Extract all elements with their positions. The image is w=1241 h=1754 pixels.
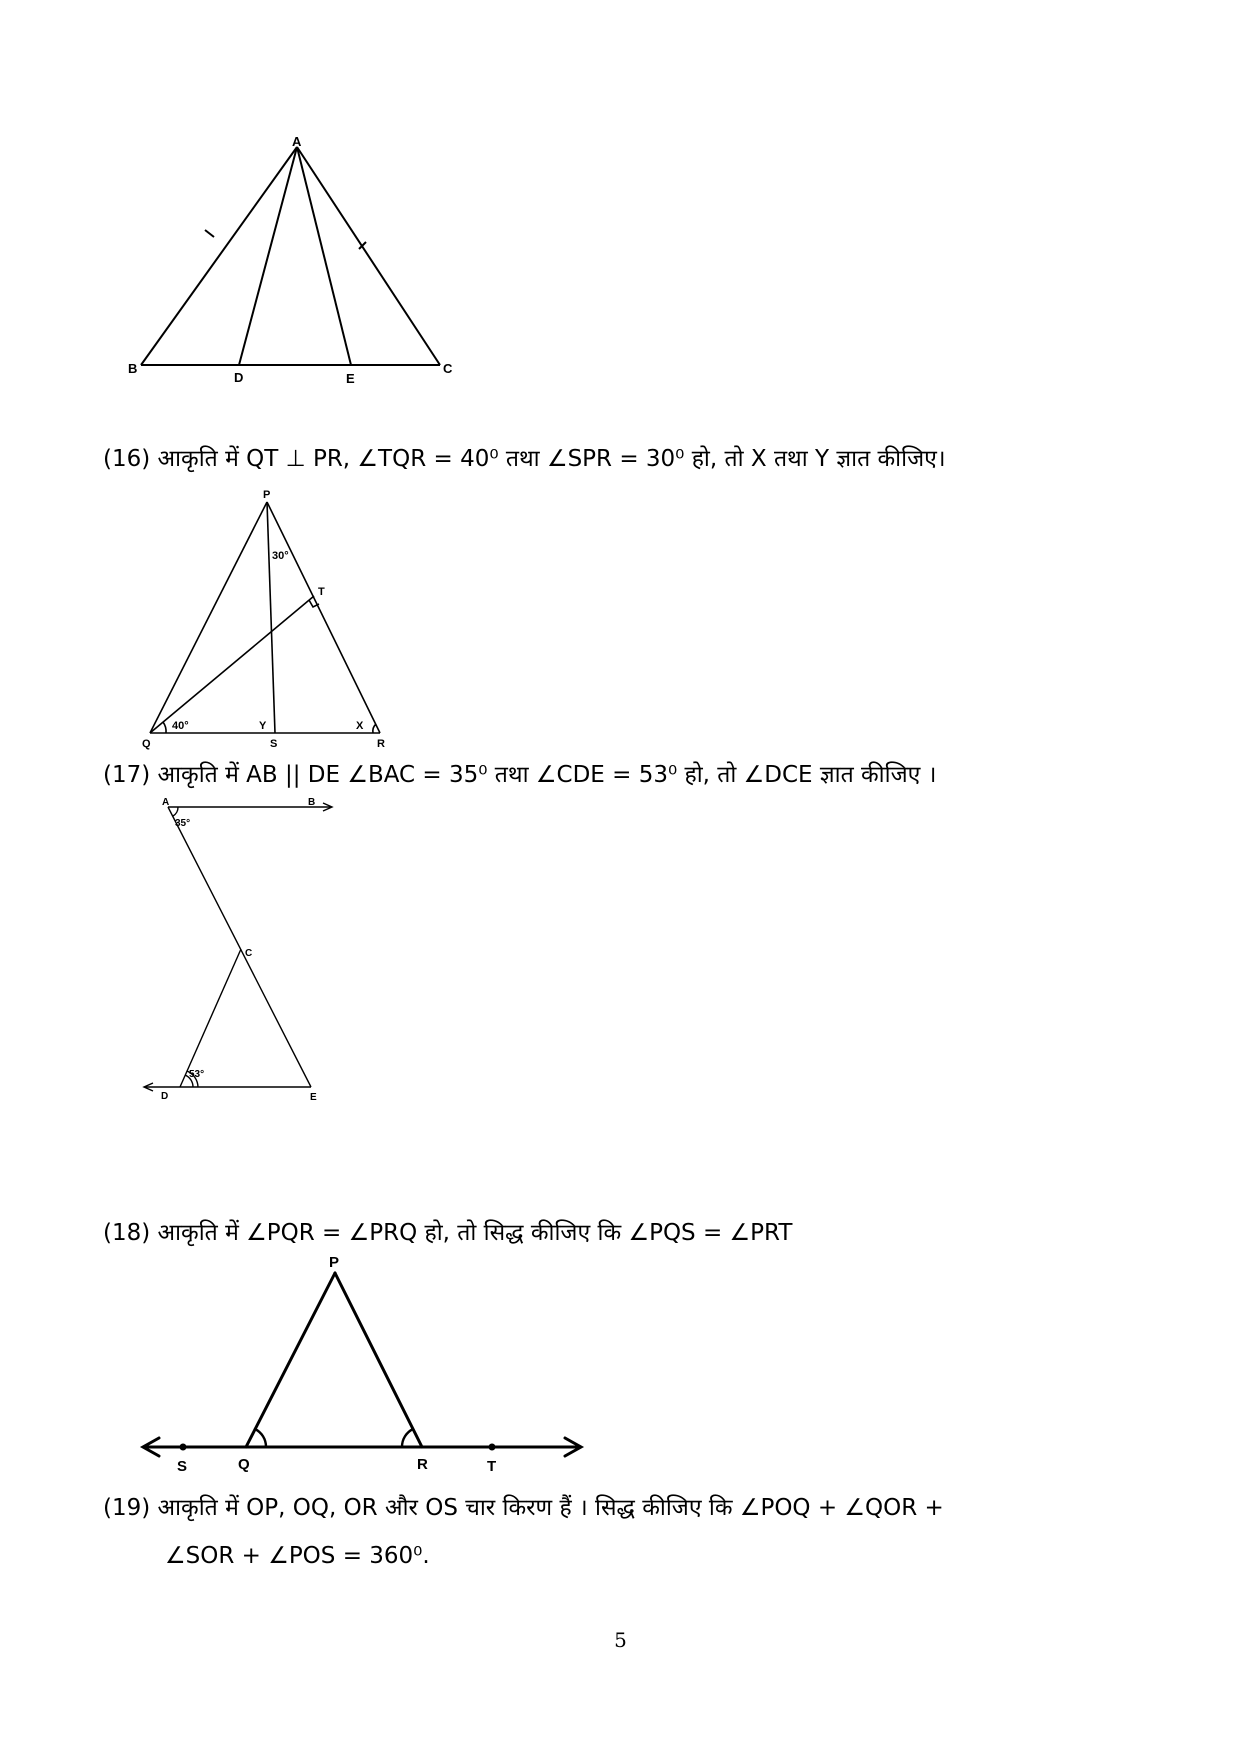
question-18 xyxy=(103,1218,792,1248)
question-number: (16) xyxy=(103,446,151,472)
line-ac xyxy=(297,147,440,365)
label-e: E xyxy=(346,371,355,386)
line-ae xyxy=(297,147,351,365)
question-number: (17) xyxy=(103,762,151,788)
line-pq xyxy=(150,502,267,733)
label-d: D xyxy=(234,370,244,385)
angle-arc-a xyxy=(173,807,178,816)
angle-label-53: 53° xyxy=(189,1069,205,1080)
label-q: Q xyxy=(238,1456,250,1473)
label-e: E xyxy=(310,1092,317,1103)
label-t: T xyxy=(487,1458,497,1475)
angle-arc-r xyxy=(402,1429,413,1447)
label-c: C xyxy=(245,948,253,959)
question-text-line-1: आकृति में OP, OQ, OR और OS चार किरण हैं । सिद्ध कीजिए कि ∠POQ + ∠QOR + xyxy=(157,1495,944,1521)
question-text-line-2: ∠SOR + ∠POS = 360⁰. xyxy=(165,1543,430,1569)
label-y: Y xyxy=(259,720,267,732)
label-p: P xyxy=(263,489,271,501)
line-ad xyxy=(239,147,297,365)
line-cd xyxy=(180,949,241,1087)
label-t: T xyxy=(318,586,325,598)
line-ab xyxy=(141,147,297,365)
question-number: (18) xyxy=(103,1220,151,1246)
angle-arc-q xyxy=(163,722,166,733)
figure-15-isosceles-triangle xyxy=(128,134,470,390)
angle-arc-q xyxy=(255,1429,266,1447)
line-qt xyxy=(150,596,314,733)
angle-label-35: 35° xyxy=(175,818,191,829)
question-19 xyxy=(103,1493,944,1523)
line-ae xyxy=(168,807,311,1087)
figure-17-parallel-lines xyxy=(135,795,355,1120)
question-16 xyxy=(103,444,946,474)
question-19-continuation xyxy=(165,1541,430,1571)
label-b: B xyxy=(128,361,138,376)
question-text: आकृति में QT ⊥ PR, ∠TQR = 40⁰ तथा ∠SPR = 30⁰ हो, तो X तथा Y ज्ञात कीजिए। xyxy=(157,446,946,472)
label-p: P xyxy=(329,1254,340,1271)
label-a: A xyxy=(292,134,302,149)
figure-16-triangle-pqr xyxy=(140,485,400,750)
angle-label-40: 40° xyxy=(172,720,189,732)
figure-18-triangle-on-line xyxy=(135,1255,595,1495)
label-r: R xyxy=(417,1456,428,1473)
page-number: 5 xyxy=(614,1628,627,1652)
point-t xyxy=(489,1444,496,1451)
line-pq xyxy=(246,1273,335,1447)
label-q: Q xyxy=(142,738,151,750)
label-r: R xyxy=(377,738,385,750)
line-pr xyxy=(267,502,380,733)
line-ps xyxy=(267,502,275,733)
label-d: D xyxy=(161,1091,169,1102)
tick-mark-ab xyxy=(205,230,214,237)
label-a: A xyxy=(162,797,170,808)
angle-label-30: 30° xyxy=(272,550,289,562)
label-b: B xyxy=(308,797,316,808)
label-c: C xyxy=(443,361,453,376)
point-s xyxy=(180,1444,187,1451)
line-pr xyxy=(335,1273,422,1447)
question-17 xyxy=(103,760,936,790)
question-text: आकृति में AB || DE ∠BAC = 35⁰ तथा ∠CDE = 53⁰ हो, तो ∠DCE ज्ञात कीजिए । xyxy=(157,762,937,788)
question-text: आकृति में ∠PQR = ∠PRQ हो, तो सिद्ध कीजिए कि ∠PQS = ∠PRT xyxy=(157,1220,793,1246)
label-s: S xyxy=(270,738,278,750)
angle-arc-r xyxy=(373,724,376,733)
label-s: S xyxy=(177,1458,188,1475)
question-number: (19) xyxy=(103,1495,151,1521)
label-x: X xyxy=(356,720,364,732)
